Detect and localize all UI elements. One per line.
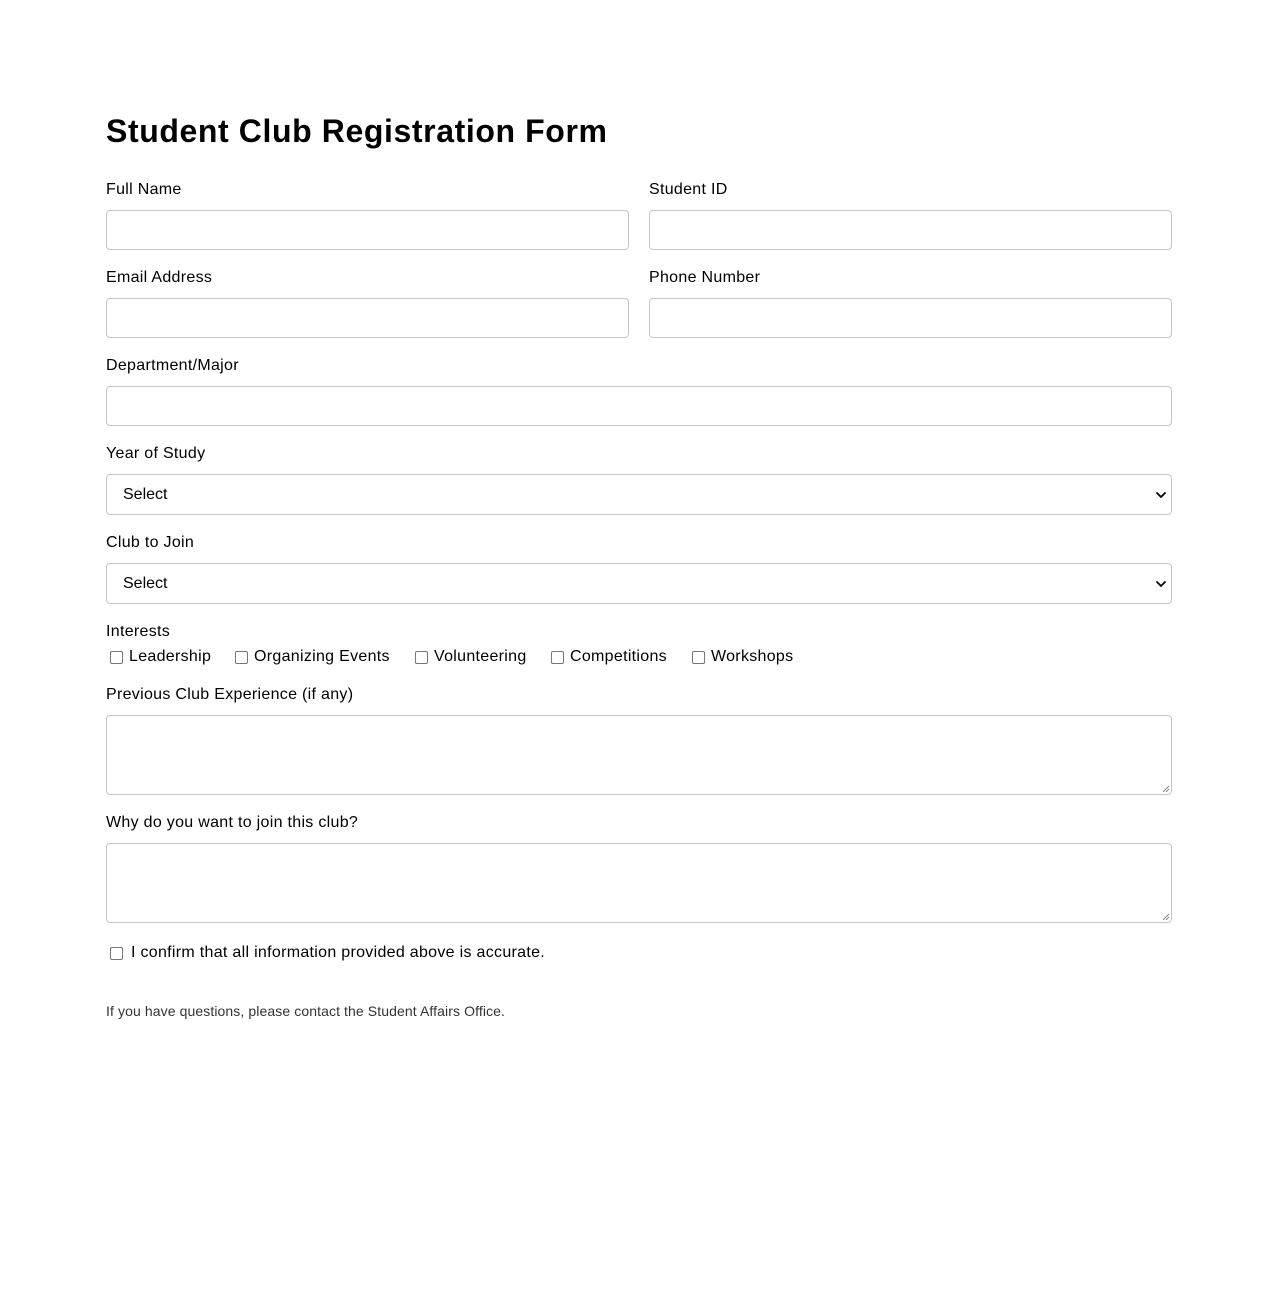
email-input[interactable] xyxy=(106,298,629,338)
interest-checkbox-workshops[interactable] xyxy=(692,651,705,664)
club-label: Club to Join xyxy=(106,534,195,551)
interest-option-leadership[interactable] xyxy=(110,648,211,666)
year-select-value: Select xyxy=(123,485,168,503)
interest-label-leadership: Leadership xyxy=(129,648,212,665)
department-label: Department/Major xyxy=(106,357,239,374)
phone-label: Phone Number xyxy=(649,269,761,286)
student-id-label: Student ID xyxy=(649,181,728,198)
reason-textarea[interactable] xyxy=(106,843,1172,923)
experience-label: Previous Club Experience (if any) xyxy=(106,686,354,703)
department-input[interactable] xyxy=(106,386,1172,426)
year-select[interactable] xyxy=(106,474,1172,515)
experience-field-wrap xyxy=(106,715,1172,795)
resize-grip-icon[interactable] xyxy=(1162,785,1170,793)
phone-input[interactable] xyxy=(649,298,1172,338)
reason-field-wrap xyxy=(106,843,1172,923)
confirm-option[interactable] xyxy=(110,944,545,962)
interest-checkbox-competitions[interactable] xyxy=(551,651,564,664)
reason-label: Why do you want to join this club? xyxy=(106,814,359,831)
interest-option-workshops[interactable] xyxy=(692,648,793,666)
chevron-down-icon xyxy=(1155,489,1167,501)
interest-option-organizing-events[interactable] xyxy=(235,648,390,666)
interest-option-volunteering[interactable] xyxy=(415,648,527,666)
confirm-checkbox[interactable] xyxy=(110,947,123,960)
interest-option-competitions[interactable] xyxy=(551,648,667,666)
chevron-down-icon xyxy=(1155,578,1167,590)
year-label: Year of Study xyxy=(106,445,206,462)
student-id-input[interactable] xyxy=(649,210,1172,250)
interest-label-workshops: Workshops xyxy=(711,648,794,665)
resize-grip-icon[interactable] xyxy=(1162,913,1170,921)
full-name-input[interactable] xyxy=(106,210,629,250)
footer-note: If you have questions, please contact the Student Affairs Office. xyxy=(106,1003,506,1019)
interest-label-organizing-events: Organizing Events xyxy=(254,648,390,665)
interest-checkbox-volunteering[interactable] xyxy=(415,651,428,664)
experience-textarea[interactable] xyxy=(106,715,1172,795)
interest-checkbox-leadership[interactable] xyxy=(110,651,123,664)
email-label: Email Address xyxy=(106,269,213,286)
club-select[interactable] xyxy=(106,563,1172,604)
club-select-value: Select xyxy=(123,574,168,592)
interest-label-volunteering: Volunteering xyxy=(434,648,527,665)
full-name-label: Full Name xyxy=(106,181,182,198)
interests-label: Interests xyxy=(106,623,171,640)
page-title: Student Club Registration Form xyxy=(106,113,608,149)
interest-label-competitions: Competitions xyxy=(570,648,667,665)
interest-checkbox-organizing-events[interactable] xyxy=(235,651,248,664)
confirm-label: I confirm that all information provided above is accurate. xyxy=(131,944,546,961)
